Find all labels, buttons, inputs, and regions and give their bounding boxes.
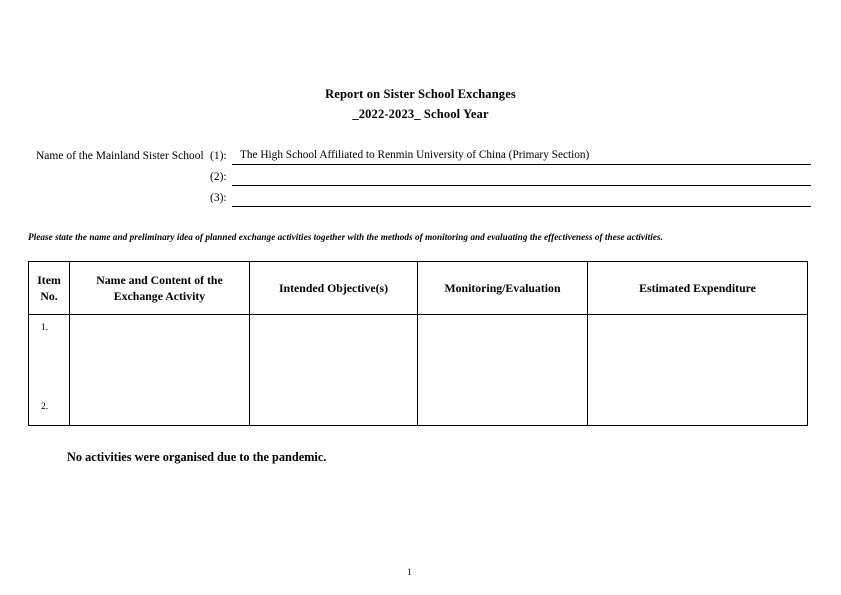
- sister-school-input-2[interactable]: [232, 168, 811, 186]
- page-title: Report on Sister School Exchanges: [325, 87, 516, 101]
- sister-school-input-3[interactable]: [232, 189, 811, 207]
- pandemic-note: No activities were organised due to the pandemic.: [67, 450, 327, 464]
- item-number-1: 1.: [41, 323, 49, 333]
- column-header-objectives: Intended Objective(s): [250, 262, 418, 315]
- sister-school-index-2: (2):: [210, 171, 227, 183]
- sister-school-row-2: [36, 168, 811, 189]
- page-number: 1: [407, 568, 412, 578]
- mainland-sister-school-section: [36, 147, 811, 210]
- column-header-expenditure: Estimated Expenditure: [588, 262, 808, 315]
- table-row: [29, 315, 808, 426]
- instruction-text: Please state the name and preliminary idea of planned exchange activities together with the methods of monitoring and evaluating the effectiveness of these activities.: [28, 232, 663, 242]
- item-number-2: 2.: [41, 402, 49, 412]
- sister-school-value-1: The High School Affiliated to Renmin University of China (Primary Section): [240, 149, 590, 161]
- mainland-sister-school-label: Name of the Mainland Sister School: [36, 150, 204, 162]
- exchange-activity-table: [28, 261, 808, 426]
- cell-objectives[interactable]: [250, 315, 418, 426]
- sister-school-index-1: (1):: [210, 150, 227, 162]
- column-header-activity-name: [70, 262, 250, 315]
- sister-school-input-1[interactable]: [232, 147, 811, 165]
- document-title-block: [0, 86, 841, 122]
- column-header-activity-name-line1: Name and Content of the: [96, 273, 223, 287]
- column-header-item-no-line2: No.: [40, 289, 58, 303]
- sister-school-index-3: (3):: [210, 192, 227, 204]
- table-header-row: [29, 262, 808, 315]
- cell-monitoring[interactable]: [418, 315, 588, 426]
- column-header-activity-name-line2: Exchange Activity: [113, 289, 206, 303]
- page-subtitle-school-year: _2022-2023_ School Year: [352, 107, 489, 121]
- column-header-item-no: [29, 262, 70, 315]
- item-number-list: [29, 315, 69, 425]
- cell-activity-name[interactable]: [70, 315, 250, 426]
- column-header-item-no-line1: Item: [37, 273, 61, 287]
- sister-school-row-3: [36, 189, 811, 210]
- cell-expenditure[interactable]: [588, 315, 808, 426]
- column-header-monitoring: Monitoring/Evaluation: [418, 262, 588, 315]
- cell-item-numbers: [29, 315, 70, 426]
- sister-school-row-1: [36, 147, 811, 168]
